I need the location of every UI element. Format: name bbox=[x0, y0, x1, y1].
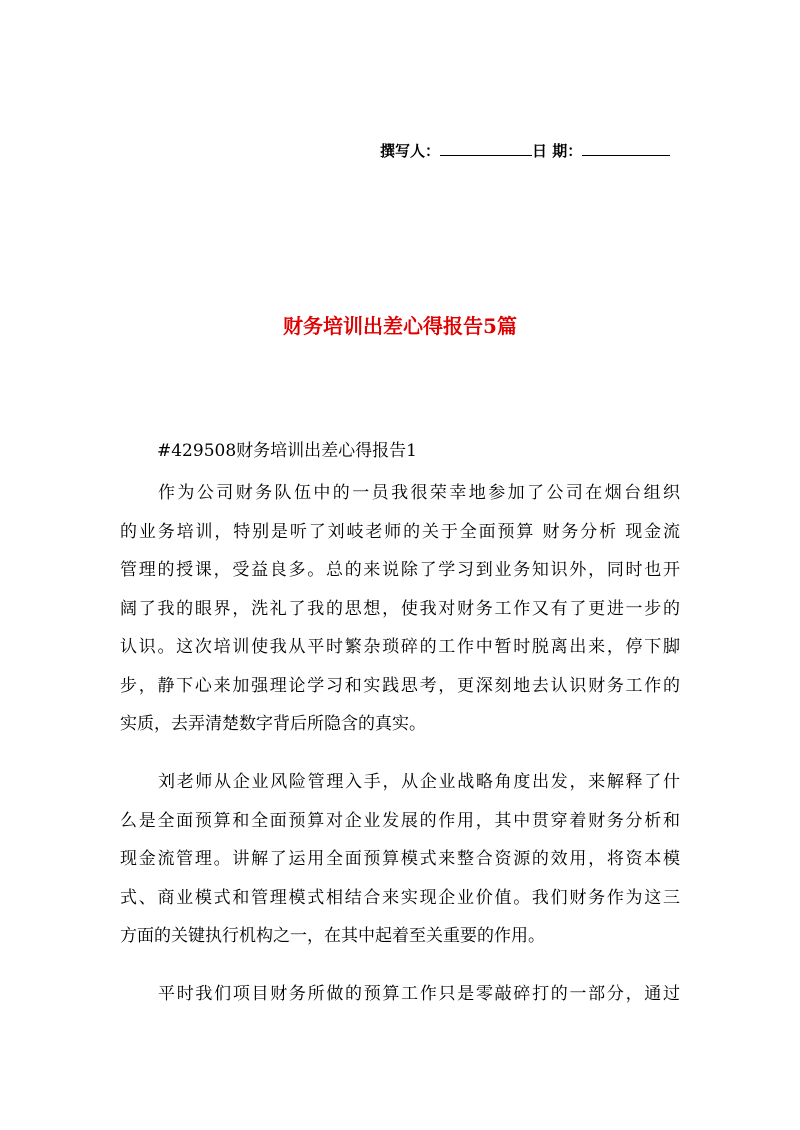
paragraph-line: 式、商业模式和管理模式相结合来实现企业价值。我们财务作为这三 bbox=[120, 887, 680, 908]
paragraph-3 bbox=[120, 975, 680, 1014]
paragraph-line: 刘老师从企业风险管理入手，从企业战略角度出发，来解释了什 bbox=[158, 772, 680, 792]
paragraph-line: 的业务培训，特别是听了刘岐老师的关于全面预算 财务分析 现金流 bbox=[120, 521, 680, 542]
paragraph-line: 平时我们项目财务所做的预算工作只是零敲碎打的一部分，通过 bbox=[158, 984, 680, 1004]
date-label: 日 期： bbox=[532, 142, 583, 160]
writer-label: 撰写人： bbox=[380, 142, 441, 160]
author-date-line bbox=[380, 140, 700, 162]
section-heading: #429508财务培训出差心得报告1 bbox=[157, 441, 417, 461]
paragraph-line: 实质，去弄清楚数字背后所隐含的真实。 bbox=[120, 714, 426, 734]
writer-blank-field[interactable] bbox=[440, 141, 532, 156]
paragraph-line: 作为公司财务队伍中的一员我很荣幸地参加了公司在烟台组织 bbox=[158, 483, 680, 503]
date-blank-field[interactable] bbox=[582, 141, 670, 156]
paragraph-line: 管理的授课，受益良多。总的来说除了学习到业务知识外，同时也开 bbox=[120, 560, 680, 580]
paragraph-2 bbox=[120, 763, 680, 956]
paragraph-line: 认识。这次培训使我从平时繁杂琐碎的工作中暂时脱离出来，停下脚 bbox=[120, 637, 680, 657]
paragraph-line: 方面的关键执行机构之一，在其中起着至关重要的作用。 bbox=[120, 926, 545, 946]
paragraph-line: 步，静下心来加强理论学习和实践思考，更深刻地去认识财务工作的 bbox=[120, 675, 680, 696]
paragraph-line: 现金流管理。讲解了运用全面预算模式来整合资源的效用，将资本模 bbox=[120, 849, 680, 869]
paragraph-1 bbox=[120, 474, 680, 744]
paragraph-line: 阔了我的眼界，洗礼了我的思想，使我对财务工作又有了更进一步的 bbox=[120, 598, 680, 619]
paragraph-line: 么是全面预算和全面预算对企业发展的作用，其中贯穿着财务分析和 bbox=[120, 810, 680, 831]
document-title: 财务培训出差心得报告5篇 bbox=[283, 314, 517, 338]
